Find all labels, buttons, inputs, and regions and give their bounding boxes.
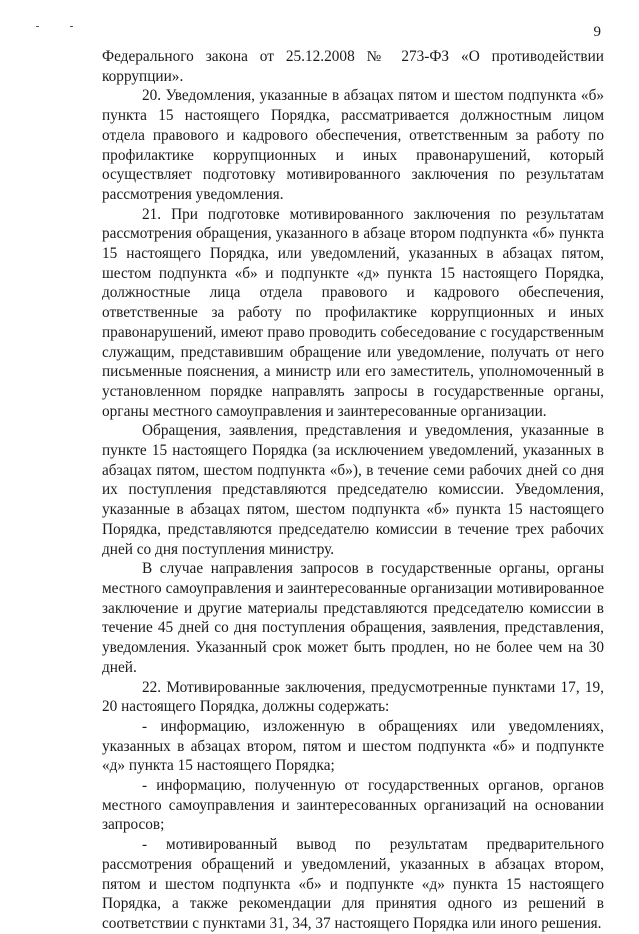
document-body xyxy=(102,47,604,934)
paragraph-21-requests: В случае направления запросов в государственные органы, органы местного самоуправления и заинтересованные организации мотивированное заключение и другие материалы представляются председателю комиссии в течение 45 дней со дня поступления обращения, заявления, представления, уведомления. Указанный срок может быть продлен, но не более чем на 30 дней. xyxy=(102,560,604,676)
paragraph-21: 21. При подготовке мотивированного заключения по результатам рассмотрения обращения, указанного в абзаце втором подпункта «б» пункта 15 настоящего Порядка, или уведомлений, указанных в абзацах пятом, шестом подпункта «б» и подпункте «д» пункта 15 настоящего Порядка, должностные лица отдела правового и кадрового обеспечения, ответственные за работу по профилактике коррупционных и иных правонарушений, имеют право проводить собеседование с государственным служащим, представившим обращение или уведомление, получать от него письменные пояснения, а министр или его заместитель, уполномоченный в установленном порядке направлять запросы в государственные органы, органы местного самоуправления и заинтересованные организации. xyxy=(102,205,604,420)
page-number: 9 xyxy=(593,24,601,40)
paragraph-law-reference: Федерального закона от 25.12.2008 № 273-ФЗ «О противодействии коррупции». xyxy=(102,48,604,85)
paragraph-20: 20. Уведомления, указанные в абзацах пятом и шестом подпункта «б» пункта 15 настоящего Порядка, рассматривается должностным лицом отдела правового и кадрового обеспечения, ответственным за работу по профилактике коррупционных и иных правонарушений, который осуществляет подготовку мотивированного заключения по результатам рассмотрения уведомления. xyxy=(102,87,604,203)
list-item-reasoned-conclusion: - мотивированный вывод по результатам предварительного рассмотрения обращений и уведомлений, указанных в абзацах втором, пятом и шестом подпункта «б» и подпункте «д» пункта 15 настоящего Порядка, а также рекомендации для принятия одного из решений в соответствии с пунктами 31, 34, 37 настоящего Порядка или иного решения. xyxy=(102,836,604,932)
list-item-received-information: - информацию, полученную от государственных органов, органов местного самоуправления и заинтересованных организаций на основании запросов; xyxy=(102,777,604,834)
scan-marks xyxy=(36,26,86,30)
list-item-information: - информацию, изложенную в обращениях или уведомлениях, указанных в абзацах втором, пятом и шестом подпункта «б» и подпункте «д» пункта 15 настоящего Порядка; xyxy=(102,717,604,775)
paragraph-21-submission: Обращения, заявления, представления и уведомления, указанные в пункте 15 настоящего Порядка (за исключением уведомлений, указанных в абзацах пятом, шестом подпункта «б»), в течение семи рабочих дней со дня их поступления представляются председателю комиссии. Уведомления, указанные в абзацах пятом, шестом подпункта «б» пункта 15 настоящего Порядка, представляются председателю комиссии в течение трех рабочих дней со дня поступления министру. xyxy=(102,422,604,558)
paragraph-22: 22. Мотивированные заключения, предусмотренные пунктами 17, 19, 20 настоящего Порядка, должны содержать: xyxy=(102,678,604,716)
